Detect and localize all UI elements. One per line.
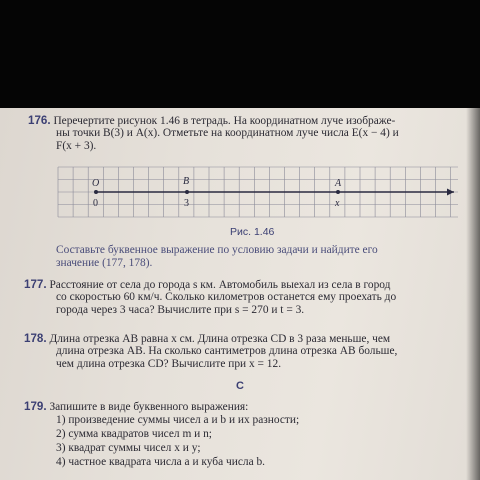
problem-176-line-2: ны точки B(3) и A(x). Отметьте на координатном луче числа E(x − 4) и (56, 127, 399, 139)
problem-179-item-4: 4) частное квадрата числа a и куба числа b. (56, 456, 266, 468)
tick-label-x: x (335, 198, 340, 209)
label-A: A (335, 178, 342, 189)
problem-179-number: 179. (24, 400, 47, 413)
label-B: B (183, 176, 190, 187)
tick-label-0: 0 (93, 198, 98, 209)
instruction-line-1: Составьте буквенное выражение по условию задачи и найдите его (56, 244, 378, 256)
point-A-dot (336, 190, 340, 194)
problem-178-line-2: длина отрезка AB. На сколько сантиметров длина отрезка AB больше, (56, 345, 398, 357)
problem-176-number: 176. (28, 114, 51, 127)
point-O-dot (94, 190, 98, 194)
problem-177-line-1 (24, 278, 390, 292)
problem-179-item-1: 1) произведение суммы чисел a и b и их разности; (56, 414, 300, 426)
problem-179-item-2: 2) сумма квадратов чисел m и n; (56, 428, 212, 440)
problem-177-number: 177. (24, 278, 47, 291)
problem-178-line-3: чем длина отрезка CD? Вычислите при x = 12. (56, 358, 282, 370)
problem-179-item-3: 3) квадрат суммы чисел x и y; (56, 442, 201, 454)
problem-177-line-2: со скоростью 60 км/ч. Сколько километров останется ему проехать до (56, 291, 397, 303)
problem-179-intro (24, 400, 248, 414)
problem-176-line-3: F(x + 3). (56, 140, 97, 152)
problem-176-line-1 (28, 114, 395, 128)
grid-diagram (56, 166, 460, 218)
problem-178-number: 178. (24, 332, 47, 345)
section-label-c: C (236, 380, 244, 392)
problem-176-text-1: Перечертите рисунок 1.46 в тетрадь. На координатном луче изображе- (53, 115, 396, 127)
problem-178-line-1 (24, 332, 390, 346)
instruction-line-2: значение (177, 178). (56, 257, 153, 269)
page-edge-shadow (466, 108, 480, 480)
problem-177-line-3: города через 3 часа? Вычислите при s = 270 и t = 3. (56, 304, 305, 316)
figure-caption: Рис. 1.46 (230, 226, 275, 238)
problem-177-text-1: Расстояние от села до города s км. Автомобиль выехал из села в город (49, 279, 391, 291)
dark-background (0, 0, 480, 108)
problem-178-text-1: Длина отрезка AB равна x см. Длина отрезка CD в 3 раза меньше, чем (49, 333, 391, 345)
problem-179-intro-text: Запишите в виде буквенного выражения: (49, 401, 249, 413)
point-B-dot (185, 190, 189, 194)
figure-coordinate-ray (56, 166, 460, 218)
label-O: O (92, 178, 100, 189)
tick-label-3: 3 (184, 198, 189, 209)
